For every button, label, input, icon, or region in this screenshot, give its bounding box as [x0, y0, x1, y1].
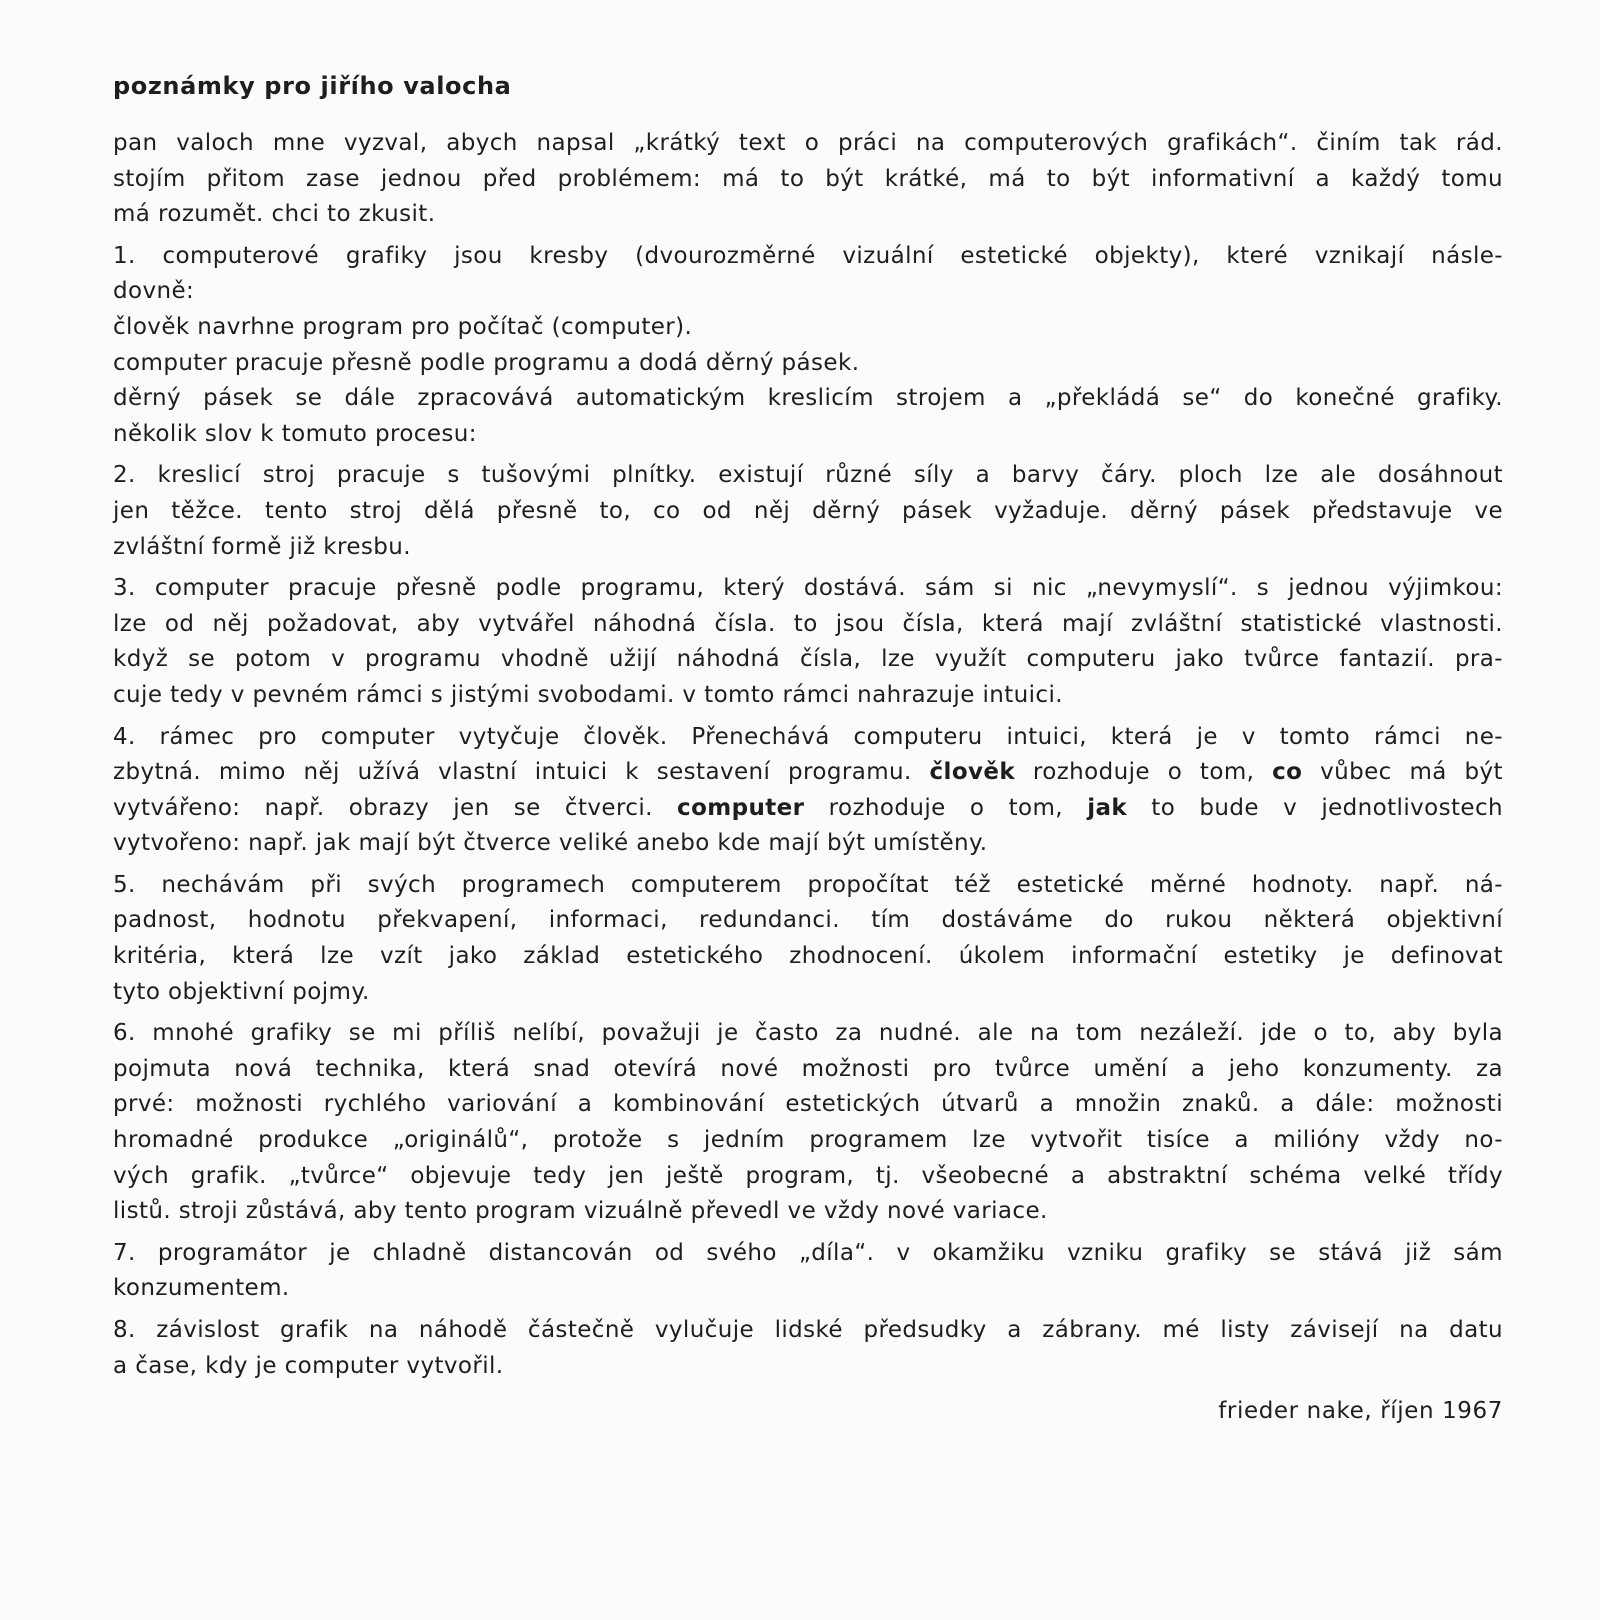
text-line [113, 791, 1503, 827]
paragraph-intro [113, 126, 1503, 233]
text-line: prvé: možnosti rychlého variování a kombinování estetických útvarů a množin znaků. a dále: možnosti [113, 1091, 1503, 1118]
paragraph-6 [113, 1016, 1503, 1230]
text-line: děrný pásek se dále zpracovává automatickým kreslicím strojem a „překládá se“ do konečné grafiky. [113, 385, 1503, 412]
text-line: padnost, hodnotu překvapení, informaci, redundanci. tím dostáváme do rukou některá objektivní [113, 907, 1503, 934]
emphasis-clovek: člověk [929, 759, 1016, 786]
text-line: stojím přitom zase jednou před problémem: má to být krátké, má to být informativní a každý tomu [113, 165, 1503, 192]
paragraph-8 [113, 1313, 1503, 1384]
text-line: 4. rámec pro computer vytyčuje člověk. Přenechává computeru intuici, která je v tomto rámci ne- [113, 723, 1503, 750]
paragraph-2 [113, 458, 1503, 565]
text-line: listů. stroji zůstává, aby tento program vizuálně převedl ve vždy nové variace. [113, 1198, 1048, 1225]
text-line: hromadné produkce „originálů“, protože s jedním programem lze vytvořit tisíce a milióny vždy no- [113, 1127, 1503, 1154]
text-line: cuje tedy v pevném rámci s jistými svobodami. v tomto rámci nahrazuje intuici. [113, 681, 1063, 708]
text-line: když se potom v programu vhodně užijí náhodná čísla, lze využít computeru jako tvůrce fantazií. pra- [113, 646, 1503, 673]
text-line: jen těžce. tento stroj dělá přesně to, co od něj děrný pásek vyžaduje. děrný pásek představuje ve [113, 497, 1503, 524]
text-line: computer pracuje přesně podle programu a dodá děrný pásek. [113, 349, 860, 376]
text-line: 1. computerové grafiky jsou kresby (dvourozměrné vizuální estetické objekty), které vznikají násle- [113, 242, 1503, 269]
paragraph-1 [113, 239, 1503, 453]
text-line: pojmuta nová technika, která snad otevírá nové možnosti pro tvůrce umění a jeho konzumenty. za [113, 1055, 1503, 1082]
text-line: tyto objektivní pojmy. [113, 978, 370, 1005]
text-line [113, 755, 1503, 791]
text-line: člověk navrhne program pro počítač (computer). [113, 313, 693, 340]
text-run: rozhoduje o tom, [1032, 759, 1255, 786]
text-line: 8. závislost grafik na náhodě částečně vylučuje lidské předsudky a zábrany. mé listy závisejí na datu [113, 1317, 1503, 1343]
text-run: to bude v jednotlivostech [1151, 794, 1503, 821]
text-line: 6. mnohé grafiky se mi příliš nelíbí, považuji je často za nudné. ale na tom nezáleží. jde o to, aby byla [113, 1020, 1503, 1047]
paragraph-3 [113, 571, 1503, 713]
text-line: má rozumět. chci to zkusit. [113, 201, 436, 228]
text-line: několik slov k tomuto procesu: [113, 420, 477, 447]
text-line: 3. computer pracuje přesně podle programu, který dostává. sám si nic „nevymyslí“. s jednou výjimkou: [113, 575, 1503, 602]
text-line: vých grafik. „tvůrce“ objevuje tedy jen ještě program, tj. všeobecné a abstraktní schéma velké třídy [113, 1162, 1503, 1189]
text-line: kritéria, která lze vzít jako základ estetického zhodnocení. úkolem informační estetiky je definovat [113, 943, 1503, 970]
text-run: rozhoduje o tom, [828, 794, 1063, 821]
paragraph-5 [113, 868, 1503, 1010]
text-run: vůbec má být [1320, 759, 1503, 786]
text-line: 5. nechávám při svých programech computerem propočítat též estetické měrné hodnoty. např. ná- [113, 871, 1503, 898]
signature: frieder nake, říjen 1967 [1218, 1398, 1503, 1425]
text-line: lze od něj požadovat, aby vytvářel náhodná čísla. to jsou čísla, která mají zvláštní statistické vlastnosti. [113, 610, 1503, 637]
text-run: zbytná. mimo něj užívá vlastní intuici k sestavení programu. [113, 759, 912, 786]
text-line: 7. programátor je chladně distancován od svého „díla“. v okamžiku vzniku grafiky se stává již sám [113, 1239, 1503, 1266]
text-line: pan valoch mne vyzval, abych napsal „krátký text o práci na computerových grafikách“. činím tak rád. [113, 130, 1503, 156]
document-title: poznámky pro jiřího valocha [113, 72, 512, 100]
text-run: vytvářeno: např. obrazy jen se čtverci. [113, 794, 653, 821]
text-line: 2. kreslicí stroj pracuje s tušovými plnítky. existují různé síly a barvy čáry. ploch lze ale dosáhnout [113, 462, 1503, 489]
emphasis-jak: jak [1087, 794, 1128, 821]
text-line: vytvořeno: např. jak mají být čtverce veliké anebo kde mají být umístěny. [113, 830, 988, 857]
text-line: konzumentem. [113, 1275, 290, 1302]
paragraph-7 [113, 1236, 1503, 1307]
paragraph-4 [113, 720, 1503, 862]
text-line: a čase, kdy je computer vytvořil. [113, 1352, 504, 1379]
document-text [113, 70, 1503, 1430]
emphasis-co: co [1272, 759, 1303, 786]
emphasis-computer: computer [677, 794, 805, 821]
text-line: dovně: [113, 278, 195, 305]
text-line: zvláštní formě již kresbu. [113, 533, 411, 560]
